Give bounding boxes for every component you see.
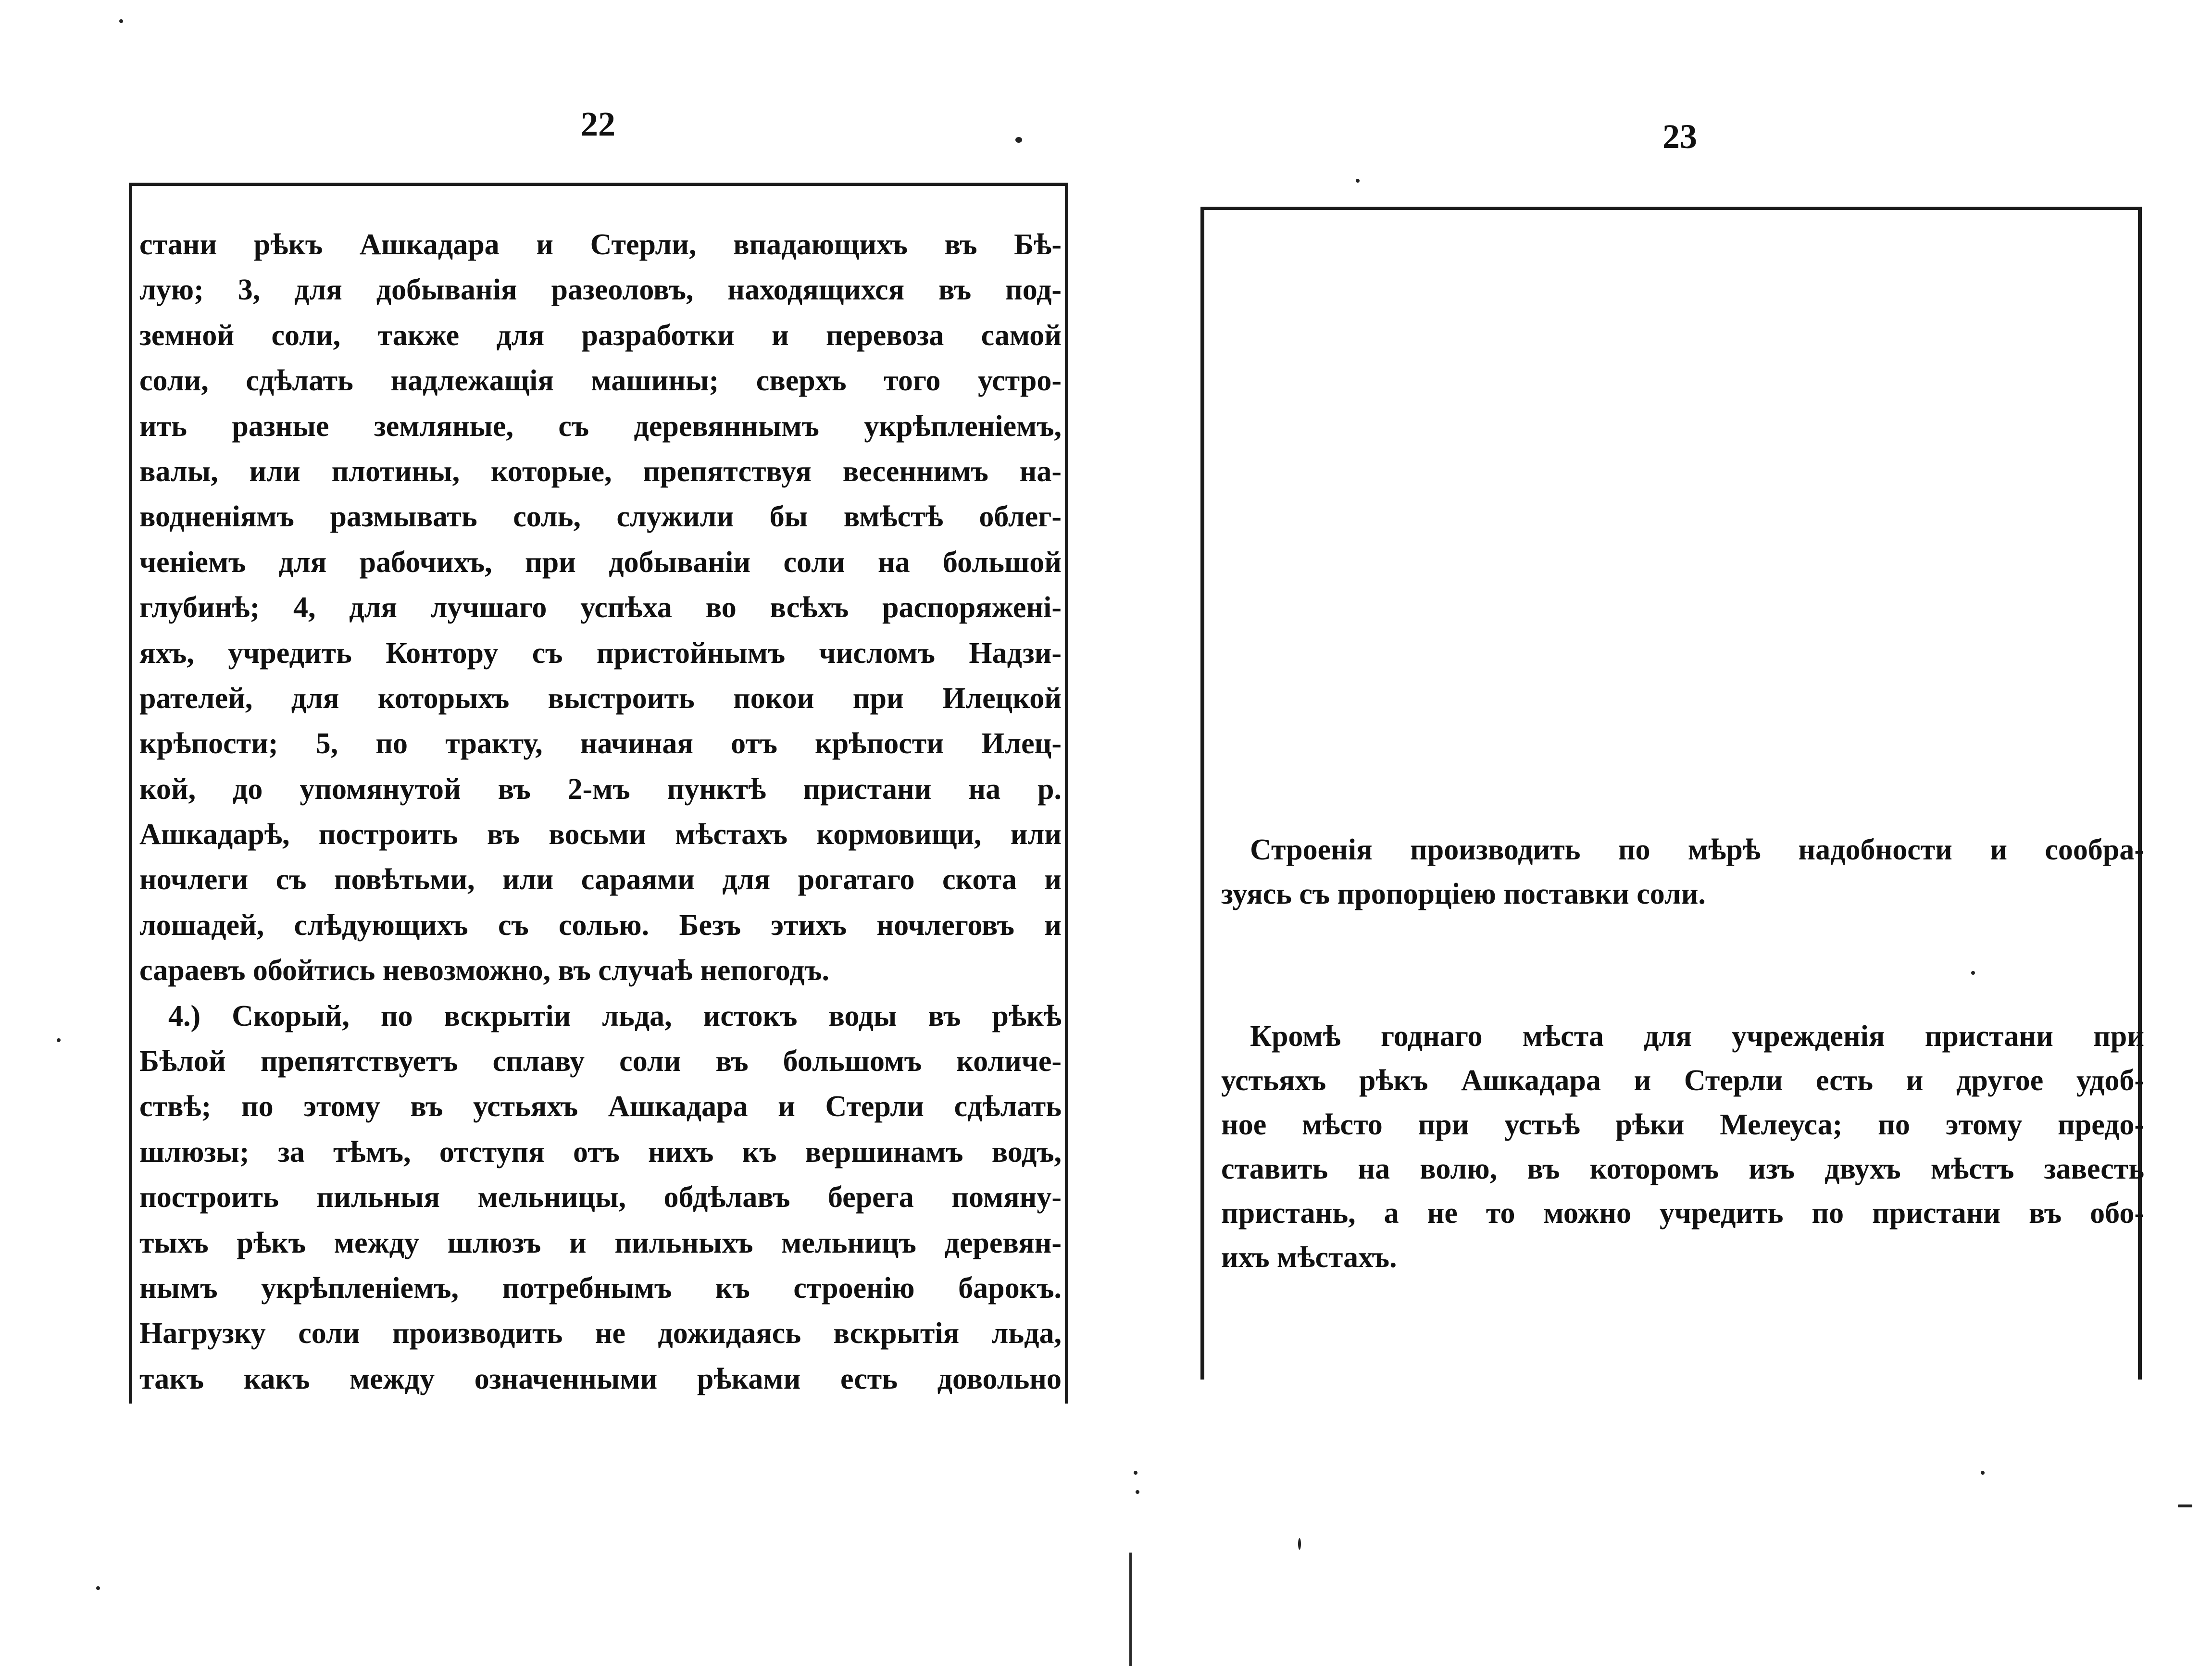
text-line: Нагрузку соли производить не дожидаясь вскрытія льда, (139, 1317, 1062, 1350)
text-line: 4.) Скорый, по вскрытіи льда, истокъ воды въ рѣкѣ (168, 999, 1062, 1032)
text-line: стани рѣкъ Ашкадара и Стерли, впадающихъ въ Бѣ- (139, 228, 1062, 261)
text-line: земной соли, также для разработки и перевоза самой (139, 319, 1062, 352)
text-line: рателей, для которыхъ выстроить покои при Илецкой (139, 682, 1062, 715)
scan-speck (1971, 971, 1975, 975)
scan-speck (1356, 179, 1360, 183)
text-line: ить разные земляные, съ деревяннымъ укрѣпленіемъ, (139, 410, 1062, 443)
right-page-number: 23 (1662, 117, 1697, 156)
scan-speck (1298, 1538, 1301, 1550)
text-line: глубинѣ; 4, для лучшаго успѣха во всѣхъ распоряжені- (139, 591, 1062, 624)
text-line: Строенія производить по мѣрѣ надобности и сообра- (1250, 833, 2144, 866)
text-line: ихъ мѣстахъ. (1221, 1241, 1397, 1274)
text-line: ное мѣсто при устьѣ рѣки Мелеуса; по этому предо- (1221, 1108, 2144, 1141)
left-page-number: 22 (581, 105, 615, 143)
text-line: нымъ укрѣпленіемъ, потребнымъ къ строенію барокъ. (139, 1271, 1062, 1305)
right-paragraph-2 (1221, 1014, 2144, 1280)
text-line: яхъ, учредить Контору съ пристойнымъ числомъ Надзи- (139, 636, 1062, 670)
text-line: Кромѣ годнаго мѣста для учрежденія пристани при (1250, 1020, 2144, 1053)
scan-speck (1981, 1471, 1985, 1475)
text-line: сараевъ обойтись невозможно, въ случаѣ непогодъ. (139, 954, 829, 987)
text-line: лую; 3, для добыванія разеоловъ, находящихся въ под- (139, 274, 1062, 307)
book-gutter-line (1129, 1553, 1132, 1666)
scan-speck (1134, 1471, 1137, 1475)
text-line: ствѣ; по этому въ устьяхъ Ашкадара и Стерли сдѣлать (139, 1090, 1062, 1123)
text-line: Ашкадарѣ, построить въ восьми мѣстахъ кормовищи, или (139, 818, 1062, 851)
scan-speck (1136, 1490, 1139, 1494)
text-line: Бѣлой препятствуетъ сплаву соли въ большомъ количе- (139, 1045, 1062, 1078)
text-line: тыхъ рѣкъ между шлюзъ и пильныхъ мельницъ деревян- (139, 1226, 1062, 1259)
text-line: ченіемъ для рабочихъ, при добываніи соли на большой (139, 546, 1062, 579)
text-line: соли, сдѣлать надлежащія машины; сверхъ того устро- (139, 364, 1062, 398)
right-paragraph-1 (1221, 828, 2144, 916)
text-line: устьяхъ рѣкъ Ашкадара и Стерли есть и другое удоб- (1221, 1064, 2144, 1097)
text-line: ставить на волю, въ которомъ изъ двухъ мѣстъ завесть (1221, 1153, 2144, 1185)
text-line: шлюзы; за тѣмъ, отступя отъ нихъ къ вершинамъ водъ, (139, 1135, 1062, 1169)
text-line: лошадей, слѣдующихъ съ солью. Безъ этихъ ночлеговъ и (139, 908, 1062, 942)
text-line: крѣпости; 5, по тракту, начиная отъ крѣпости Илец- (139, 727, 1062, 760)
scan-speck (96, 1586, 100, 1590)
text-line: валы, или плотины, которые, препятствуя весеннимъ на- (139, 455, 1062, 488)
left-page-text (139, 222, 1062, 1402)
text-line: кой, до упомянутой въ 2-мъ пунктѣ пристани на р. (139, 772, 1062, 806)
text-line: ночлеги съ повѣтьми, или сараями для рогатаго скота и (139, 863, 1062, 896)
scan-speck (119, 19, 123, 23)
text-line: зуясь съ пропорціею поставки соли. (1221, 878, 1706, 910)
text-line: водненіямъ размывать соль, служили бы вмѣстѣ облег- (139, 500, 1062, 534)
scan-speck (2178, 1504, 2192, 1507)
text-line: пристань, а не то можно учредить по пристани въ обо- (1221, 1197, 2144, 1230)
scan-speck (1015, 137, 1022, 143)
text-line: построить пильныя мельницы, обдѣлавъ берега помяну- (139, 1181, 1062, 1214)
scan-speck (57, 1038, 61, 1042)
text-line: такъ какъ между означенными рѣками есть довольно (139, 1362, 1062, 1395)
